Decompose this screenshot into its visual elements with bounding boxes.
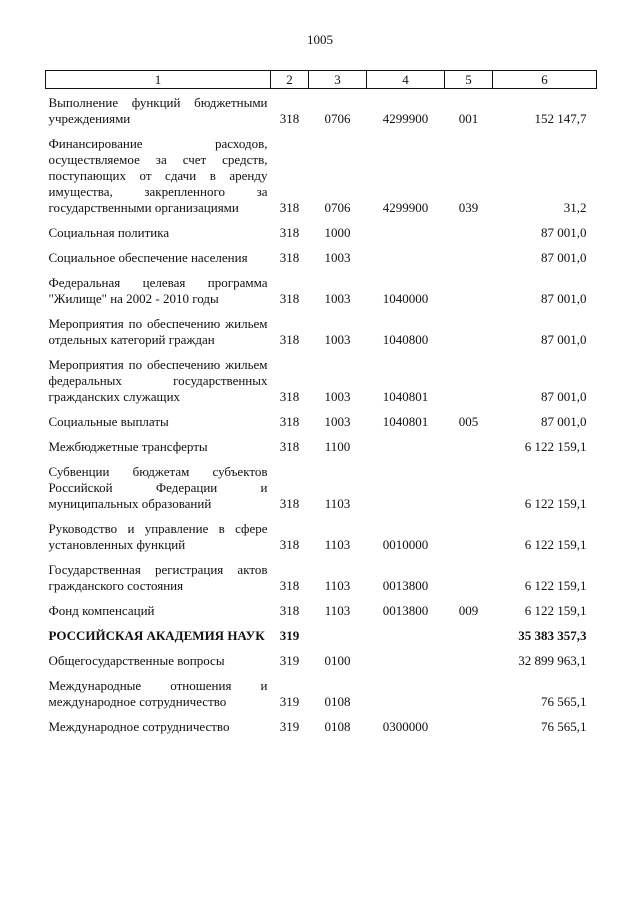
target-cell — [367, 622, 445, 647]
target-cell — [367, 219, 445, 244]
table-row — [46, 244, 597, 269]
type-cell — [445, 458, 493, 515]
section-cell: 1000 — [324, 225, 351, 240]
type-cell — [445, 515, 493, 556]
type-cell — [445, 219, 493, 244]
amount-cell: 76 565,1 — [541, 694, 587, 709]
table-row — [46, 556, 597, 597]
code-cell: 319 — [279, 694, 300, 709]
header-cell: 6 — [493, 71, 597, 89]
table-row — [46, 269, 597, 310]
table-row — [46, 713, 597, 738]
row-name-cell: Социальное обеспечение населения — [48, 250, 248, 265]
target-cell — [367, 672, 445, 713]
amount-cell: 6 122 159,1 — [524, 439, 587, 454]
code-cell: 318 — [279, 496, 300, 511]
code-cell: 318 — [279, 332, 300, 347]
table-row — [46, 622, 597, 647]
section-cell: 0706 — [324, 111, 351, 126]
code-cell: 318 — [279, 225, 300, 240]
amount-cell: 152 147,7 — [534, 111, 587, 126]
type-cell — [445, 713, 493, 738]
target-cell — [367, 458, 445, 515]
table-row — [46, 310, 597, 351]
row-name-cell: Социальные выплаты — [48, 414, 169, 429]
section-cell: 1100 — [324, 439, 351, 454]
code-cell: 318 — [279, 291, 300, 306]
section-cell — [309, 622, 367, 647]
target-cell — [367, 647, 445, 672]
row-name-cell: Финансирование расходов, осуществляемое за счет средств, поступающих от сдачи в аренду имущества, закрепленного за государственными организациями — [48, 136, 268, 215]
type-cell: 005 — [458, 414, 479, 429]
section-cell: 1003 — [324, 291, 351, 306]
row-name-cell: РОССИЙСКАЯ АКАДЕМИЯ НАУК — [48, 628, 265, 643]
row-name-cell: Фонд компенсаций — [48, 603, 155, 618]
type-cell: 001 — [458, 111, 479, 126]
row-name-cell: Общегосударственные вопросы — [48, 653, 225, 668]
type-cell — [445, 269, 493, 310]
target-cell — [367, 244, 445, 269]
row-name-cell: Руководство и управление в сфере установленных функций — [48, 521, 268, 552]
type-cell — [445, 351, 493, 408]
page-number: 1005 — [307, 32, 333, 47]
table-row — [46, 89, 597, 131]
row-name-cell: Социальная политика — [48, 225, 170, 240]
table-row — [46, 672, 597, 713]
type-cell: 039 — [458, 200, 479, 215]
code-cell: 318 — [279, 537, 300, 552]
type-cell: 009 — [458, 603, 479, 618]
amount-cell: 31,2 — [563, 200, 587, 215]
code-cell: 318 — [279, 250, 300, 265]
code-cell: 318 — [279, 439, 300, 454]
amount-cell: 76 565,1 — [541, 719, 587, 734]
table-row — [46, 219, 597, 244]
header-cell: 3 — [309, 71, 367, 89]
amount-cell: 87 001,0 — [541, 225, 587, 240]
target-cell: 4299900 — [382, 200, 429, 215]
amount-cell: 6 122 159,1 — [524, 537, 587, 552]
amount-cell: 6 122 159,1 — [524, 603, 587, 618]
target-cell: 1040000 — [382, 291, 429, 306]
table-row — [46, 130, 597, 219]
table-row — [46, 647, 597, 672]
target-cell: 1040801 — [382, 389, 429, 404]
code-cell: 319 — [279, 719, 300, 734]
budget-table — [45, 70, 597, 738]
section-cell: 0108 — [324, 719, 351, 734]
header-cell: 5 — [445, 71, 493, 89]
amount-cell: 87 001,0 — [541, 414, 587, 429]
section-cell: 0100 — [324, 653, 351, 668]
target-cell: 1040800 — [382, 332, 429, 347]
section-cell: 1103 — [324, 496, 351, 511]
amount-cell: 6 122 159,1 — [524, 496, 587, 511]
amount-cell: 6 122 159,1 — [524, 578, 587, 593]
row-name-cell: Федеральная целевая программа "Жилище" на 2002 - 2010 годы — [48, 275, 268, 306]
table-row — [46, 597, 597, 622]
header-cell: 2 — [271, 71, 309, 89]
target-cell: 0013800 — [382, 603, 429, 618]
row-name-cell: Межбюджетные трансферты — [48, 439, 208, 454]
amount-cell: 87 001,0 — [541, 389, 587, 404]
section-cell: 0706 — [324, 200, 351, 215]
type-cell — [445, 310, 493, 351]
table-row — [46, 433, 597, 458]
code-cell: 318 — [279, 603, 300, 618]
amount-cell: 87 001,0 — [541, 332, 587, 347]
target-cell: 0013800 — [382, 578, 429, 593]
row-name-cell: Международные отношения и международное сотрудничество — [48, 678, 268, 709]
table-header-row — [46, 71, 597, 89]
amount-cell: 87 001,0 — [541, 291, 587, 306]
section-cell: 1103 — [324, 578, 351, 593]
section-cell: 1003 — [324, 332, 351, 347]
amount-cell: 32 899 963,1 — [518, 653, 587, 668]
amount-cell: 35 383 357,3 — [518, 628, 587, 643]
table-row — [46, 351, 597, 408]
target-cell: 0300000 — [382, 719, 429, 734]
code-cell: 319 — [279, 628, 300, 643]
table-row — [46, 515, 597, 556]
code-cell: 318 — [279, 578, 300, 593]
type-cell — [445, 244, 493, 269]
row-name-cell: Государственная регистрация актов гражданского состояния — [48, 562, 268, 593]
code-cell: 318 — [279, 389, 300, 404]
section-cell: 1003 — [324, 389, 351, 404]
header-cell: 1 — [46, 71, 271, 89]
target-cell: 1040801 — [382, 414, 429, 429]
section-cell: 1103 — [324, 603, 351, 618]
section-cell: 1103 — [324, 537, 351, 552]
amount-cell: 87 001,0 — [541, 250, 587, 265]
code-cell: 318 — [279, 111, 300, 126]
header-cell: 4 — [367, 71, 445, 89]
section-cell: 1003 — [324, 250, 351, 265]
table-row — [46, 458, 597, 515]
type-cell — [445, 647, 493, 672]
target-cell: 0010000 — [382, 537, 429, 552]
row-name-cell: Мероприятия по обеспечению жильем отдельных категорий граждан — [48, 316, 268, 347]
type-cell — [445, 672, 493, 713]
type-cell — [445, 433, 493, 458]
row-name-cell: Выполнение функций бюджетными учреждениями — [48, 95, 268, 126]
target-cell — [367, 433, 445, 458]
section-cell: 1003 — [324, 414, 351, 429]
target-cell: 4299900 — [382, 111, 429, 126]
section-cell: 0108 — [324, 694, 351, 709]
code-cell: 319 — [279, 653, 300, 668]
type-cell — [445, 556, 493, 597]
code-cell: 318 — [279, 414, 300, 429]
row-name-cell: Международное сотрудничество — [48, 719, 230, 734]
table-row — [46, 408, 597, 433]
row-name-cell: Субвенции бюджетам субъектов Российской Федерации и муниципальных образований — [48, 464, 268, 511]
type-cell — [445, 622, 493, 647]
code-cell: 318 — [279, 200, 300, 215]
row-name-cell: Мероприятия по обеспечению жильем федеральных государственных гражданских служащих — [48, 357, 268, 404]
